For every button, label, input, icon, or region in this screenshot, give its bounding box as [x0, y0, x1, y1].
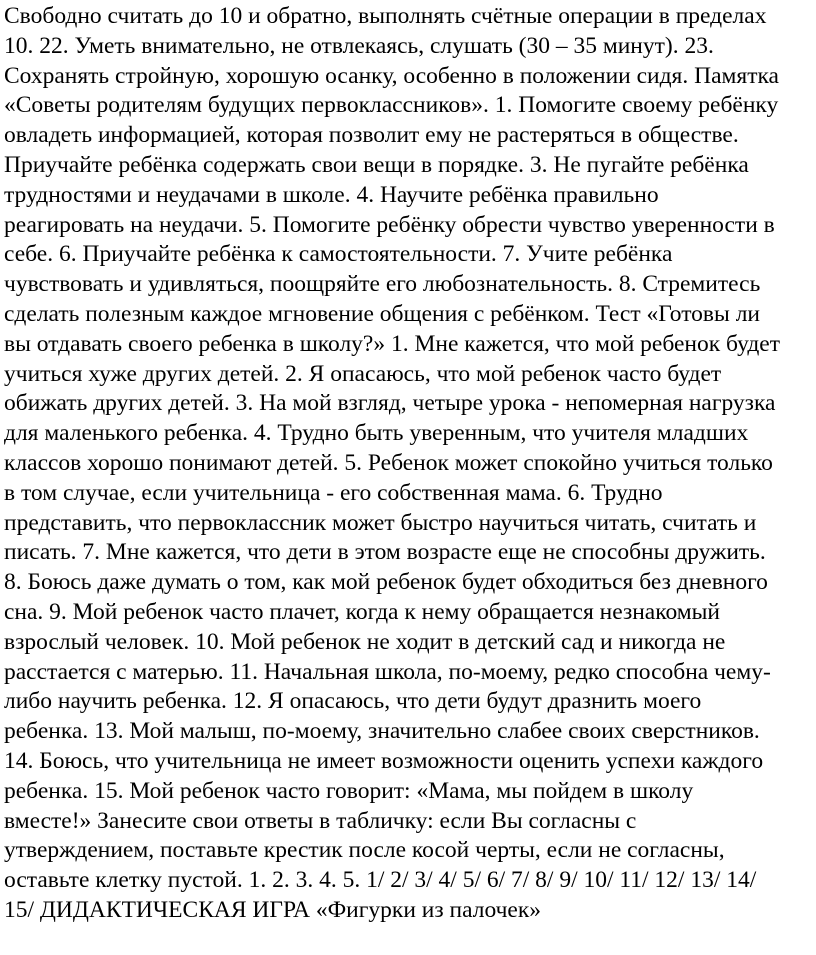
- text-line: представить, что первоклассник может быстро научиться читать, считать и: [4, 509, 757, 536]
- text-line: Свободно считать до 10 и обратно, выполнять счётные операции в пределах: [4, 3, 767, 29]
- text-line: либо научить ребенка. 12. Я опасаюсь, что дети будут дразнить моего: [4, 688, 702, 715]
- text-line: классов хорошо понимают детей. 5. Ребенок может спокойно учиться только: [4, 449, 773, 476]
- text-line: себе. 6. Приучайте ребёнка к самостоятельности. 7. Учите ребёнка: [4, 241, 673, 268]
- text-line: расстается с матерью. 11. Начальная школа, по-моему, редко способна чему-: [4, 658, 771, 685]
- text-line: обижать других детей. 3. На мой взгляд, четыре урока - непомерная нагрузка: [4, 390, 776, 417]
- text-line: в том случае, если учительница - его собственная мама. 6. Трудно: [4, 479, 663, 506]
- text-line: ребенка. 13. Мой малыш, по-моему, значительно слабее своих сверстников.: [4, 718, 760, 745]
- text-line: учиться хуже других детей. 2. Я опасаюсь, что мой ребенок часто будет: [4, 360, 722, 387]
- text-line: писать. 7. Мне кажется, что дети в этом возрасте еще не способны дружить.: [4, 539, 766, 566]
- text-line: оставьте клетку пустой. 1. 2. 3. 4. 5. 1/ 2/ 3/ 4/ 5/ 6/ 7/ 8/ 9/ 10/ 11/ 12/ 13/ 14/: [4, 867, 757, 894]
- text-line: для маленького ребенка. 4. Трудно быть уверенным, что учителя младших: [4, 420, 749, 447]
- text-line: сделать полезным каждое мгновение общения с ребёнком. Тест «Готовы ли: [4, 300, 760, 327]
- text-line: вместе!» Занесите свои ответы в табличку: если Вы согласны с: [4, 807, 637, 834]
- text-line: чувствовать и удивляться, поощряйте его любознательность. 8. Стремитесь: [4, 271, 761, 298]
- text-line: 14. Боюсь, что учительница не имеет возможности оценить успехи каждого: [4, 747, 764, 774]
- text-line: 10. 22. Уметь внимательно, не отвлекаясь, слушать (30 – 35 минут). 23.: [4, 32, 714, 59]
- text-line: реагировать на неудачи. 5. Помогите ребёнку обрести чувство уверенности в: [4, 211, 775, 238]
- text-line: ребенка. 15. Мой ребенок часто говорит: «Мама, мы пойдем в школу: [4, 777, 694, 804]
- document-body: [4, 2, 812, 926]
- text-line: Сохранять стройную, хорошую осанку, особенно в положении сидя. Памятка: [4, 62, 779, 89]
- text-line: «Советы родителям будущих первоклассников». 1. Помогите своему ребёнку: [4, 92, 779, 119]
- text-line: Приучайте ребёнка содержать свои вещи в порядке. 3. Не пугайте ребёнка: [4, 151, 749, 178]
- text-line: 8. Боюсь даже думать о том, как мой ребенок будет обходиться без дневного: [4, 569, 768, 596]
- text-line: 15/ ДИДАКТИЧЕСКАЯ ИГРА «Фигурки из палочек»: [4, 896, 542, 923]
- text-line: овладеть информацией, которая позволит ему не растеряться в обществе.: [4, 122, 739, 149]
- text-line: взрослый человек. 10. Мой ребенок не ходит в детский сад и никогда не: [4, 628, 726, 655]
- text-line: трудностями и неудачами в школе. 4. Научите ребёнка правильно: [4, 181, 659, 208]
- text-line: сна. 9. Мой ребенок часто плачет, когда к нему обращается незнакомый: [4, 598, 720, 625]
- text-line: вы отдавать своего ребенка в школу?» 1. Мне кажется, что мой ребенок будет: [4, 330, 781, 357]
- text-line: утверждением, поставьте крестик после косой черты, если не согласны,: [4, 837, 725, 864]
